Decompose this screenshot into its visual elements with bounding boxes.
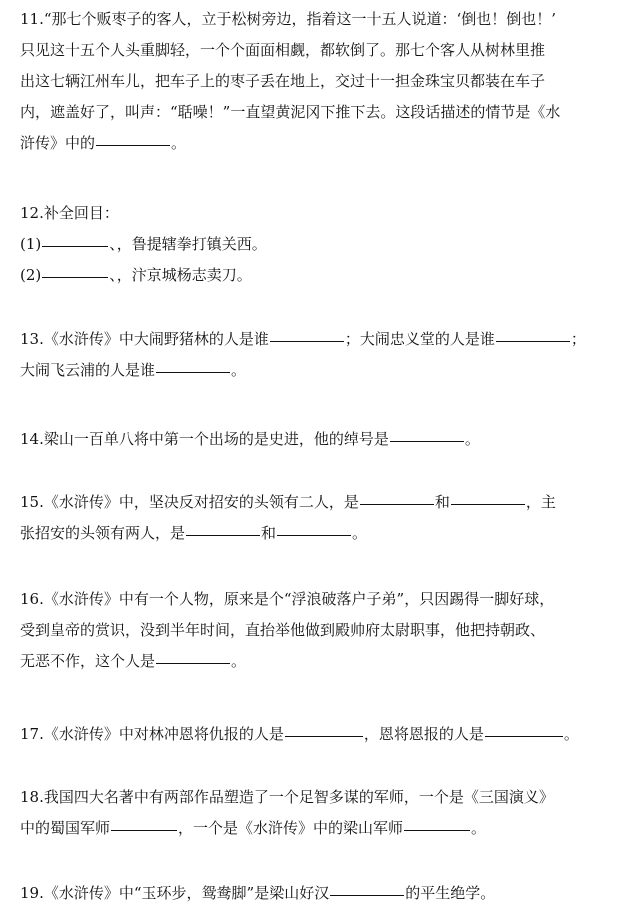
question-line	[20, 128, 622, 159]
question-text: 16.《水浒传》中有一个人物，原来是个“浮浪破落户子弟”，只因踢得一脚好球，	[20, 590, 555, 608]
answer-blank[interactable]	[156, 371, 230, 373]
question-text: 只见这十五个人头重脚轻，一个个面面相觑，都软倒了。那七个客人从树林里推	[20, 41, 546, 59]
question-text: 张招安的头领有两人，是	[20, 524, 186, 542]
answer-blank[interactable]	[451, 503, 525, 505]
answer-blank[interactable]	[156, 662, 230, 664]
question-text: 、，汴京城杨志卖刀。	[109, 266, 252, 284]
question-16	[20, 584, 622, 677]
answer-blank[interactable]	[277, 534, 351, 536]
question-text: (1)	[20, 235, 42, 253]
question-line	[20, 4, 622, 35]
question-12	[20, 198, 622, 291]
question-text: 11.“那七个贩枣子的客人，立于松树旁边，指着这一十五人说道：‘倒也！倒也！’	[20, 10, 557, 28]
question-text: 。	[563, 725, 579, 743]
question-text: 17.《水浒传》中对林冲恩将仇报的人是	[20, 725, 284, 743]
question-text: 。	[171, 134, 187, 152]
question-text: 和	[434, 493, 450, 511]
question-text: 12.补全回目：	[20, 204, 119, 222]
question-line	[20, 35, 622, 66]
question-text: 15.《水浒传》中，坚决反对招安的头领有二人，是	[20, 493, 359, 511]
question-text: 无恶不作，这个人是	[20, 652, 156, 670]
answer-blank[interactable]	[42, 245, 108, 247]
question-line	[20, 229, 622, 260]
question-text: 受到皇帝的赏识，没到半年时间，直抬举他做到殿帅府太尉职事，他把持朝政、	[20, 621, 546, 639]
question-text: 。	[471, 819, 487, 837]
question-line	[20, 813, 622, 844]
answer-blank[interactable]	[404, 829, 470, 831]
question-line	[20, 487, 622, 518]
answer-blank[interactable]	[270, 340, 344, 342]
question-text: 出这七辆江州车儿，把车子上的枣子丢在地上，交过十一担金珠宝贝都装在车子	[20, 72, 546, 90]
question-text: 。	[231, 361, 247, 379]
question-text: ，主	[525, 493, 556, 511]
answer-blank[interactable]	[285, 735, 363, 737]
question-19	[20, 878, 622, 909]
answer-blank[interactable]	[485, 735, 563, 737]
question-line	[20, 646, 622, 677]
question-17	[20, 719, 622, 750]
answer-blank[interactable]	[390, 440, 464, 442]
question-text: 、，鲁提辖拳打镇关西。	[109, 235, 267, 253]
question-text: 大闹飞云浦的人是谁	[20, 361, 156, 379]
answer-blank[interactable]	[496, 340, 570, 342]
question-text: 。	[231, 652, 247, 670]
question-text: 中的蜀国军师	[20, 819, 111, 837]
question-14	[20, 424, 622, 455]
question-text: ，恩将恩报的人是	[363, 725, 484, 743]
question-text: 。	[352, 524, 368, 542]
question-line	[20, 260, 622, 291]
question-line	[20, 66, 622, 97]
question-line	[20, 584, 622, 615]
question-text: 19.《水浒传》中“玉环步，鸳鸯脚”是梁山好汉	[20, 884, 330, 902]
question-text: 。	[464, 430, 480, 448]
question-text: ；大闹忠义堂的人是谁	[344, 330, 495, 348]
question-line	[20, 97, 622, 128]
question-text: 13.《水浒传》中大闹野猪林的人是谁	[20, 330, 269, 348]
question-text: 内，遮盖好了，叫声：“聒噪！”一直望黄泥冈下推下去。这段话描述的情节是《水	[20, 103, 561, 121]
answer-blank[interactable]	[330, 894, 404, 896]
question-text: 浒传》中的	[20, 134, 96, 152]
question-line	[20, 424, 622, 455]
answer-blank[interactable]	[42, 276, 108, 278]
answer-blank[interactable]	[96, 144, 170, 146]
question-text: 和	[261, 524, 277, 542]
question-line	[20, 324, 622, 355]
question-18	[20, 782, 622, 844]
question-line	[20, 782, 622, 813]
answer-blank[interactable]	[186, 534, 260, 536]
question-line	[20, 198, 622, 229]
question-15	[20, 487, 622, 549]
question-text: ；	[570, 330, 586, 348]
question-line	[20, 518, 622, 549]
question-text: 14.梁山一百单八将中第一个出场的是史进，他的绰号是	[20, 430, 389, 448]
question-11	[20, 4, 622, 159]
question-text: 18.我国四大名著中有两部作品塑造了一个足智多谋的军师，一个是《三国演义》	[20, 788, 554, 806]
answer-blank[interactable]	[111, 829, 177, 831]
question-text: ，一个是《水浒传》中的梁山军师	[178, 819, 404, 837]
question-line	[20, 719, 622, 750]
question-line	[20, 615, 622, 646]
answer-blank[interactable]	[360, 503, 434, 505]
question-13	[20, 324, 622, 386]
question-line	[20, 355, 622, 386]
question-line	[20, 878, 622, 909]
question-text: (2)	[20, 266, 42, 284]
question-text: 的平生绝学。	[405, 884, 496, 902]
